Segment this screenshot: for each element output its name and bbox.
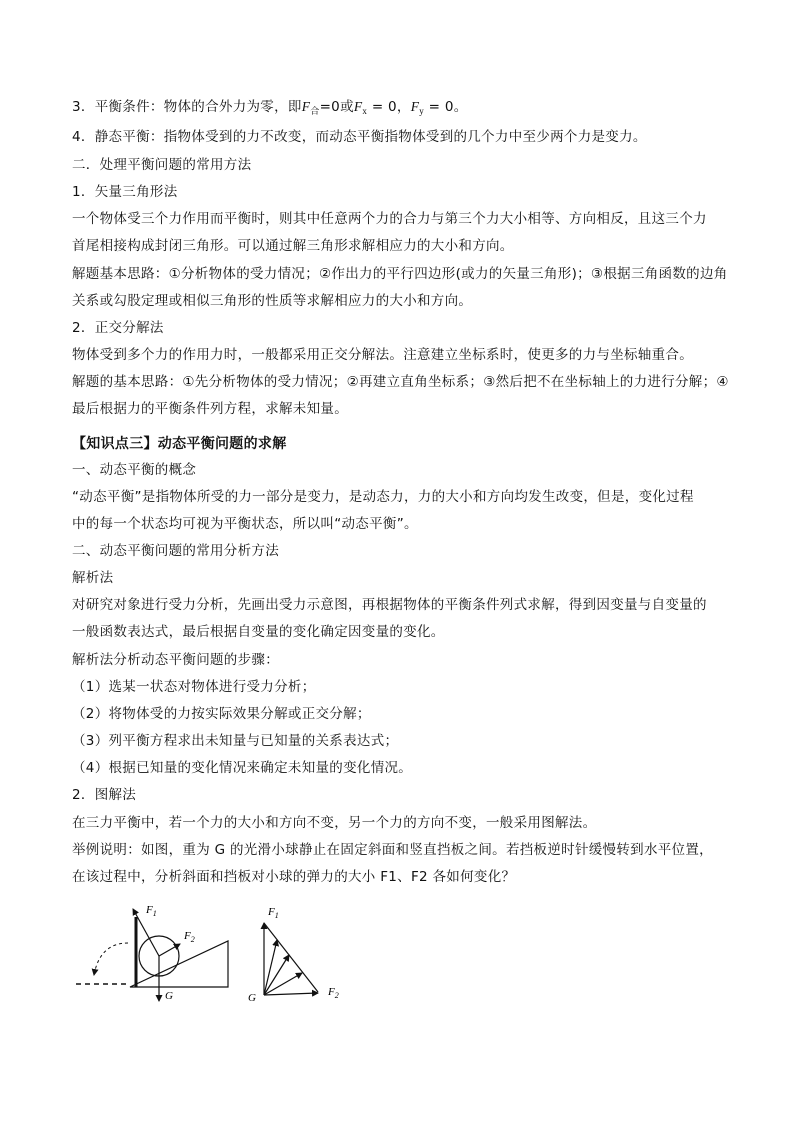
text-segment: = 0。 bbox=[424, 99, 468, 115]
f2-vector bbox=[264, 940, 277, 995]
force-symbol: $F_y$ bbox=[410, 99, 425, 116]
text-line: 解析法分析动态平衡问题的步骤： bbox=[72, 652, 279, 668]
text-line: 最后根据力的平衡条件列方程，求解未知量。 bbox=[72, 401, 348, 417]
list-item: （2）将物体受的力按实际效果分解或正交分解； bbox=[72, 706, 371, 722]
text-line bbox=[72, 97, 468, 121]
subsection-heading: 2．图解法 bbox=[72, 787, 137, 803]
section-heading: 二、动态平衡问题的常用分析方法 bbox=[72, 543, 279, 559]
text-line: 关系或勾股定理或相似三角形的性质等求解相应力的大小和方向。 bbox=[72, 293, 473, 309]
label-g: G bbox=[165, 990, 173, 1002]
subsection-heading: 2．正交分解法 bbox=[72, 320, 164, 336]
subsection-heading: 1．矢量三角形法 bbox=[72, 184, 178, 200]
subsection-heading: 解析法 bbox=[72, 570, 114, 586]
section-heading: 一、动态平衡的概念 bbox=[72, 462, 197, 478]
label-f2: $F_2$ bbox=[184, 930, 195, 944]
text-line: “动态平衡”是指物体所受的力一部分是变力，是动态力，力的大小和方向均发生改变，但是，变化过程 bbox=[72, 489, 694, 505]
label-f2: $F_2$ bbox=[328, 986, 339, 1000]
text-line: 在三力平衡中，若一个力的大小和方向不变，另一个力的方向不变，一般采用图解法。 bbox=[72, 815, 597, 831]
text-segment: = 0， bbox=[367, 99, 411, 115]
rotation-arrow bbox=[94, 943, 128, 975]
incline-diagram bbox=[76, 904, 228, 1002]
text-line: 解题基本思路：①分析物体的受力情况；②作出力的平行四边形(或力的矢量三角形)；③根据三角函数的边角 bbox=[72, 266, 728, 282]
list-item: （3）列平衡方程求出未知量与已知量的关系表达式； bbox=[72, 733, 399, 749]
text-line: 在该过程中，分析斜面和挡板对小球的弹力的大小 F1、F2 各如何变化？ bbox=[72, 869, 516, 885]
text-line: 一般函数表达式，最后根据自变量的变化确定因变量的变化。 bbox=[72, 624, 445, 640]
f2-vector bbox=[264, 993, 318, 995]
text-line: 首尾相接构成封闭三角形。可以通过解三角形求解相应力的大小和方向。 bbox=[72, 238, 514, 254]
label-f1: $F_1$ bbox=[146, 904, 157, 918]
text-line: 对研究对象进行受力分析，先画出受力示意图，再根据物体的平衡条件列式求解，得到因变量与自变量的 bbox=[72, 597, 707, 613]
list-item: （1）选某一状态对物体进行受力分析； bbox=[72, 679, 316, 695]
label-g: G bbox=[248, 992, 256, 1004]
text-line: 一个物体受三个力作用而平衡时，则其中任意两个力的合力与第三个力大小相等、方向相反，且这三个力 bbox=[72, 211, 707, 227]
text-line: 解题的基本思路：①先分析物体的受力情况；②再建立直角坐标系；③然后把不在坐标轴上的力进行分解；④ bbox=[72, 374, 729, 390]
force-diagrams bbox=[70, 895, 370, 1015]
force-symbol: $F_x$ bbox=[353, 99, 368, 116]
knowledge-point-heading: 【知识点三】动态平衡问题的求解 bbox=[72, 436, 287, 452]
figures bbox=[70, 895, 370, 1019]
incline-slope bbox=[130, 941, 228, 987]
text-line: 物体受到多个力的作用力时，一般都采用正交分解法。注意建立坐标系时，使更多的力与坐标轴重合。 bbox=[72, 347, 693, 363]
text-line: 4．静态平衡：指物体受到的力不改变，而动态平衡指物体受到的几个力中至少两个力是变力。 bbox=[72, 129, 647, 145]
text-line: 举例说明：如图，重为 G 的光滑小球静止在固定斜面和竖直挡板之间。若挡板逆时针缓慢转到水平位置， bbox=[72, 842, 713, 858]
section-heading: 二．处理平衡问题的常用方法 bbox=[72, 157, 252, 173]
vector-triangle-diagram bbox=[248, 906, 339, 1004]
list-item: （4）根据已知量的变化情况来确定未知量的变化情况。 bbox=[72, 760, 413, 776]
f2-vector bbox=[264, 955, 289, 995]
text-segment: 3．平衡条件：物体的合外力为零，即 bbox=[72, 99, 302, 115]
text-line: 中的每一个状态均可视为平衡状态，所以叫“动态平衡”。 bbox=[72, 516, 418, 532]
label-f1: $F_1$ bbox=[268, 906, 279, 920]
text-segment: =0或 bbox=[319, 99, 354, 115]
f2-arrow bbox=[159, 944, 180, 956]
f2-vector bbox=[264, 973, 302, 995]
force-symbol: $F_合$ bbox=[301, 99, 320, 116]
